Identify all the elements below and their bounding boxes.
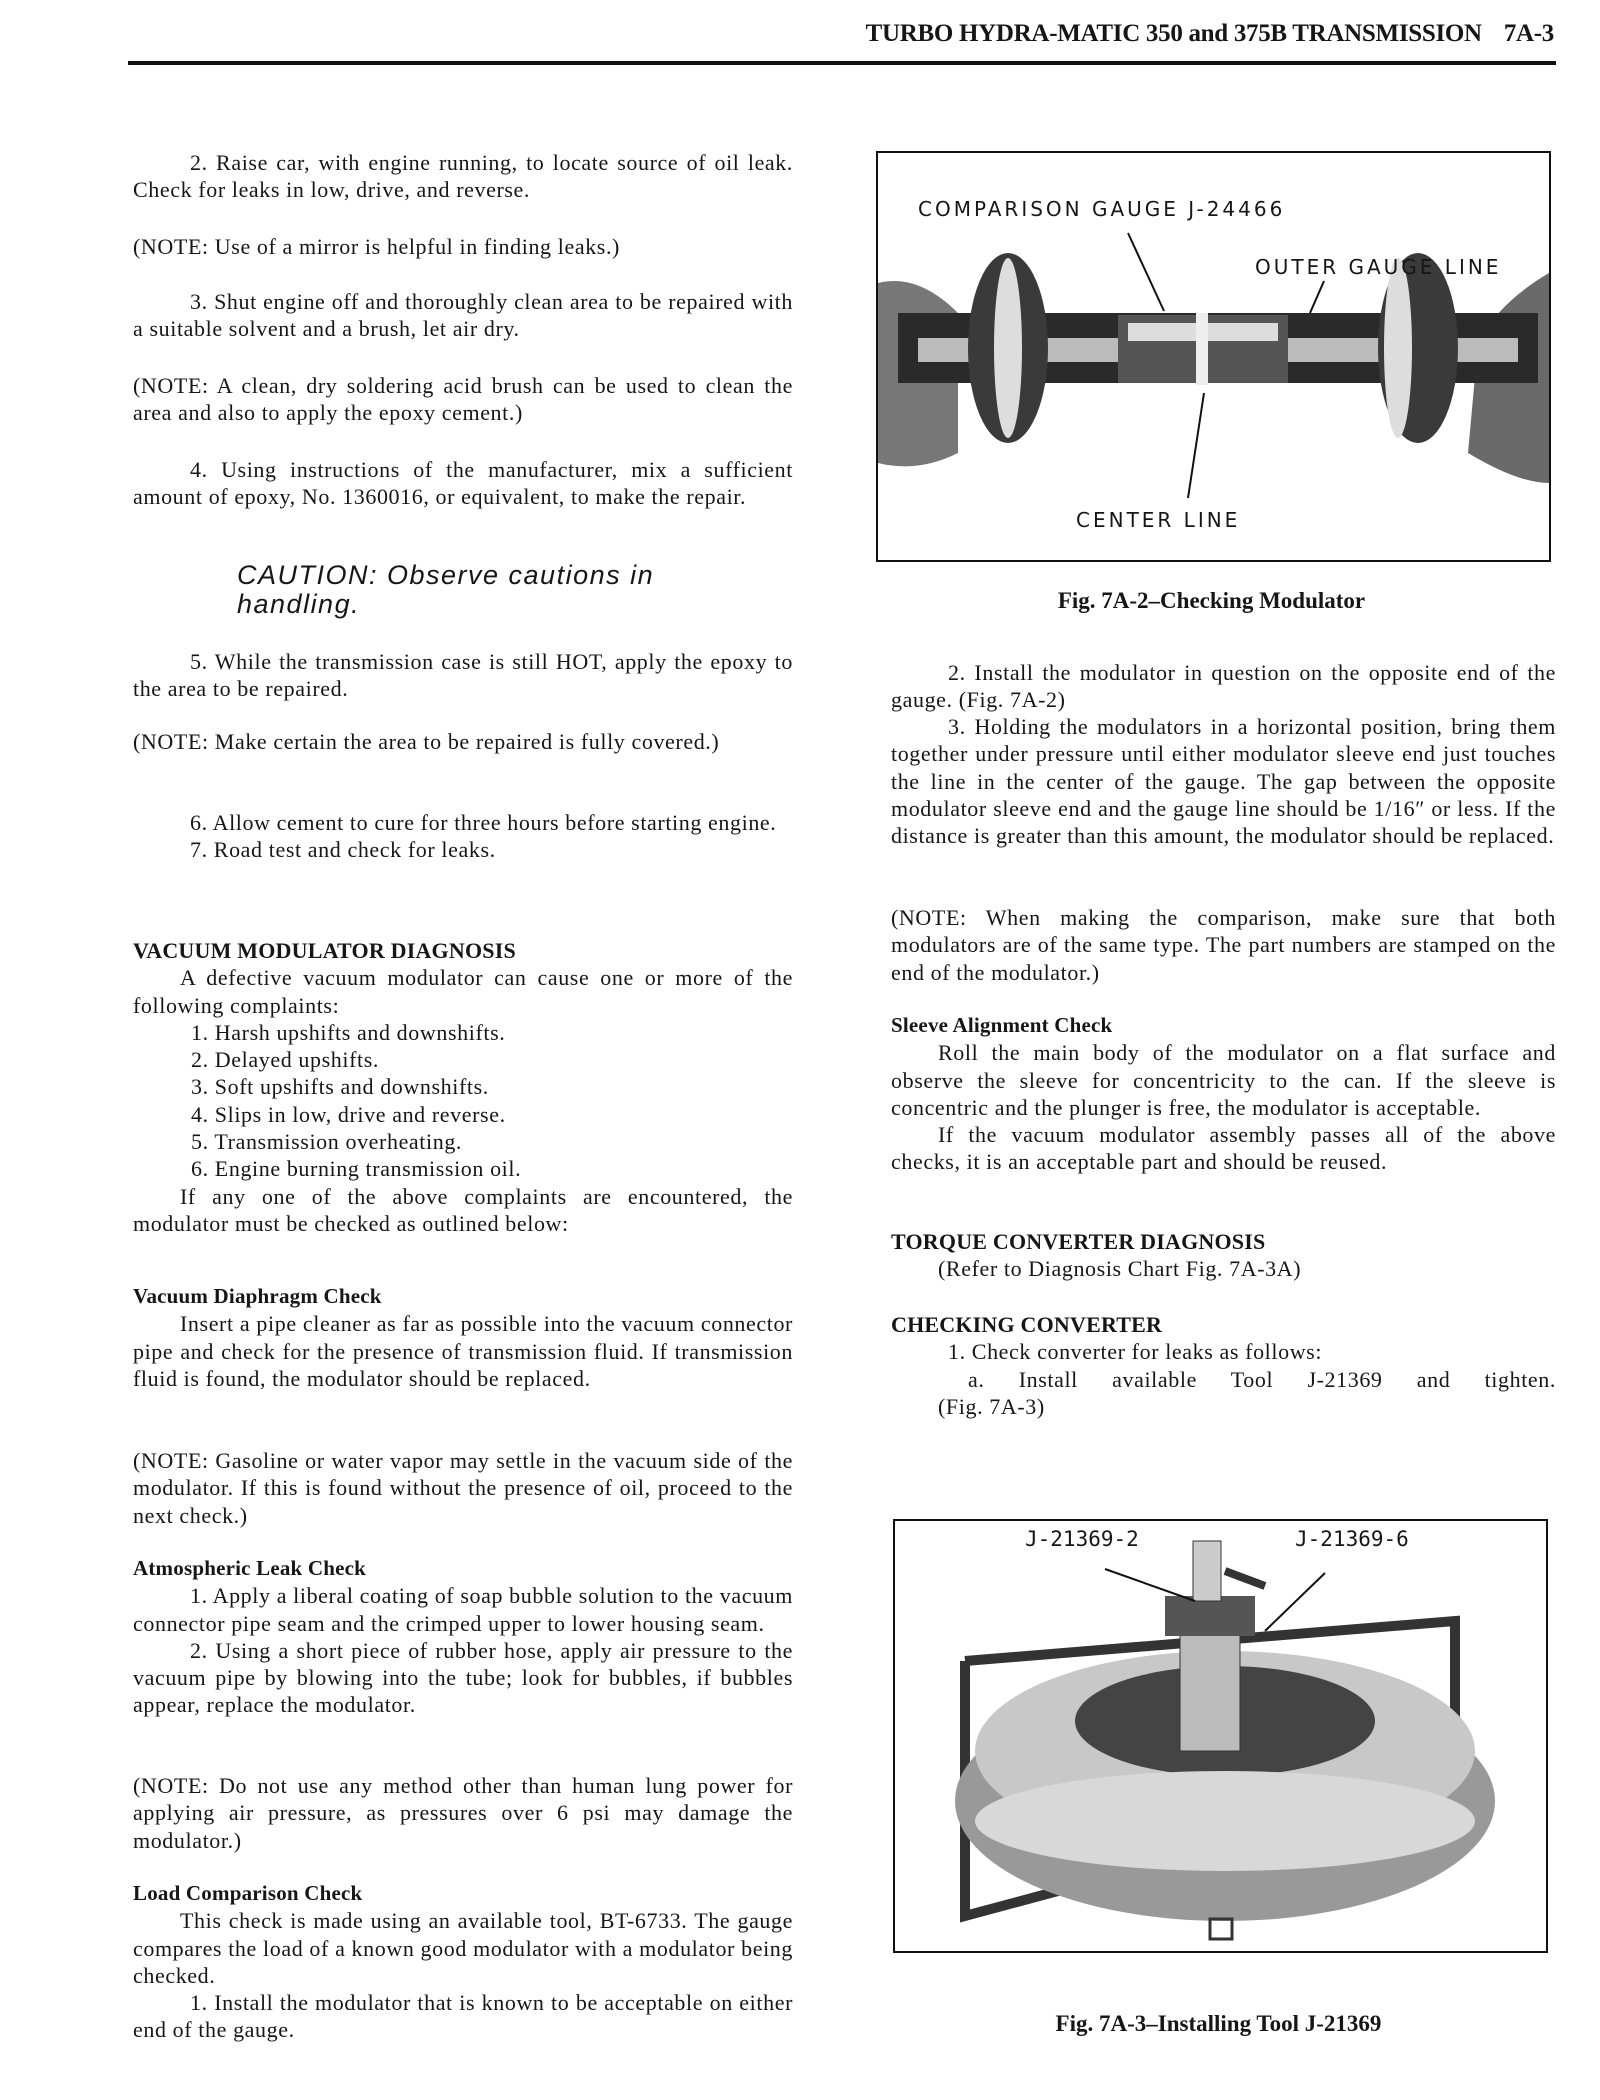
sac-text-2: If the vacuum modulator assembly passes all of the above checks, it is an acceptable part and should be reused. [891, 1122, 1556, 1175]
section-heading-vmd: VACUUM MODULATOR DIAGNOSIS [133, 938, 516, 963]
label-comparison-gauge: COMPARISON GAUGE J-24466 [918, 197, 1286, 221]
step-2: 2. Raise car, with engine running, to locate source of oil leak. Check for leaks in low, drive, and reverse. [133, 150, 793, 203]
steps-6-7 [133, 809, 793, 864]
complaint-item: 3. Soft upshifts and downshifts. [191, 1074, 489, 1100]
section-heading-tcd: TORQUE CONVERTER DIAGNOSIS [891, 1229, 1266, 1254]
header-rule [128, 61, 1556, 65]
subheading-lcc: Load Comparison Check [133, 1881, 363, 1905]
note-covered: (NOTE: Make certain the area to be repaired is fully covered.) [133, 729, 720, 754]
note-vapor: (NOTE: Gasoline or water vapor may settle in the vacuum side of the modulator. If this is found without the presence of oil, proceed to the next check.) [133, 1448, 793, 1528]
note-pressure: (NOTE: Do not use any method other than human lung power for applying air pressure, as pressures over 6 psi may damage the modulator.) [133, 1773, 793, 1853]
converter-photo [895, 1521, 1546, 1951]
note-mirror: (NOTE: Use of a mirror is helpful in finding leaks.) [133, 234, 620, 259]
lcc-section [133, 1880, 793, 2044]
caution-text: CAUTION: Observe cautions in handling. [237, 560, 655, 619]
vdc-text: Insert a pipe cleaner as far as possible into the vacuum connector pipe and check for the presence of transmission fluid. If transmission fluid is found, the modulator should be replaced. [133, 1311, 793, 1391]
tcd-section [891, 1228, 1556, 1283]
cc-step-a: a. Install available Tool J-21369 and tighten. [968, 1366, 1556, 1392]
step-2-install: 2. Install the modulator in question on the opposite end of the gauge. (Fig. 7A-2) [891, 660, 1556, 713]
alc-section [133, 1555, 793, 1719]
vmd-intro: A defective vacuum modulator can cause one or more of the following complaints: [133, 965, 793, 1018]
note-brush: (NOTE: A clean, dry soldering acid brush can be used to clean the area and also to apply the epoxy cement.) [133, 373, 793, 426]
section-heading-cc: CHECKING CONVERTER [891, 1312, 1163, 1337]
lcc-text: This check is made using an available tool, BT-6733. The gauge compares the load of a known good modulator with a modulator being checked. [133, 1908, 793, 1988]
step-4: 4. Using instructions of the manufacturer, mix a sufficient amount of epoxy, No. 1360016, or equivalent, to make the repair. [133, 457, 793, 510]
note-comparison: (NOTE: When making the comparison, make sure that both modulators are of the same type. The part numbers are stamped on the end of the modulator.) [891, 905, 1556, 985]
label-j-21369-6: J-21369-6 [1295, 1527, 1409, 1551]
subheading-alc: Atmospheric Leak Check [133, 1556, 367, 1580]
sac-text-1: Roll the main body of the modulator on a flat surface and observe the sleeve for concentricity to the can. If the sleeve is concentric and the plunger is free, the modulator is acceptable. [891, 1040, 1556, 1120]
sac-section [891, 1012, 1556, 1176]
figure-installing-tool [893, 1519, 1548, 1953]
alc-step-2: 2. Using a short piece of rubber hose, apply air pressure to the vacuum pipe by blowing into the tube; look for bubbles, if bubbles appear, replace the modulator. [133, 1637, 793, 1718]
complaint-item: 2. Delayed upshifts. [191, 1047, 379, 1073]
step-3-holding: 3. Holding the modulators in a horizontal position, bring them together under pressure until either modulator sleeve end just touches the line in the center of the gauge. The gap between the opposite modulator sleeve end and the gauge line should be 1/16″ or less. If the distance is greater than this amount, the modulator should be replaced. [891, 714, 1556, 849]
vmd-section [133, 937, 793, 1237]
step-3: 3. Shut engine off and thoroughly clean area to be repaired with a suitable solvent and a brush, let air dry. [133, 289, 793, 342]
complaint-item: 6. Engine burning transmission oil. [191, 1156, 522, 1182]
figure-checking-modulator [876, 151, 1551, 562]
vdc-section [133, 1283, 793, 1392]
label-outer-gauge-line: OUTER GAUGE LINE [1255, 255, 1502, 279]
lcc-step-1: 1. Install the modulator that is known to be acceptable on either end of the gauge. [133, 1990, 793, 2043]
cc-step-a-ref: (Fig. 7A-3) [938, 1393, 1045, 1419]
tcd-reference: (Refer to Diagnosis Chart Fig. 7A-3A) [938, 1256, 1302, 1282]
figure-caption-7a-3: Fig. 7A-3–Installing Tool J-21369 [1055, 2011, 1382, 2036]
label-center-line: CENTER LINE [1076, 508, 1241, 532]
complaint-item: 4. Slips in low, drive and reverse. [191, 1101, 506, 1127]
page-number: 7A-3 [1503, 20, 1554, 47]
subheading-vdc: Vacuum Diaphragm Check [133, 1284, 382, 1308]
figure-caption-7a-2: Fig. 7A-2–Checking Modulator [1057, 588, 1366, 613]
running-header [866, 20, 1554, 48]
cc-step-1: 1. Check converter for leaks as follows: [948, 1339, 1323, 1365]
vmd-outro: If any one of the above complaints are encountered, the modulator must be checked as outlined below: [133, 1183, 793, 1236]
label-j-21369-2: J-21369-2 [1025, 1527, 1139, 1551]
cc-section [891, 1311, 1556, 1420]
step-5: 5. While the transmission case is still HOT, apply the epoxy to the area to be repaired. [133, 649, 793, 702]
subheading-sac: Sleeve Alignment Check [891, 1013, 1113, 1037]
complaint-item: 5. Transmission overheating. [191, 1129, 463, 1155]
header-title: TURBO HYDRA-MATIC 350 and 375B TRANSMISSION [865, 20, 1482, 47]
complaint-item: 1. Harsh upshifts and downshifts. [191, 1019, 506, 1045]
step-6: 6. Allow cement to cure for three hours before starting engine. [190, 810, 777, 835]
step-7: 7. Road test and check for leaks. [190, 837, 496, 863]
alc-step-1: 1. Apply a liberal coating of soap bubble solution to the vacuum connector pipe seam and the crimped upper to lower housing seam. [133, 1583, 793, 1636]
